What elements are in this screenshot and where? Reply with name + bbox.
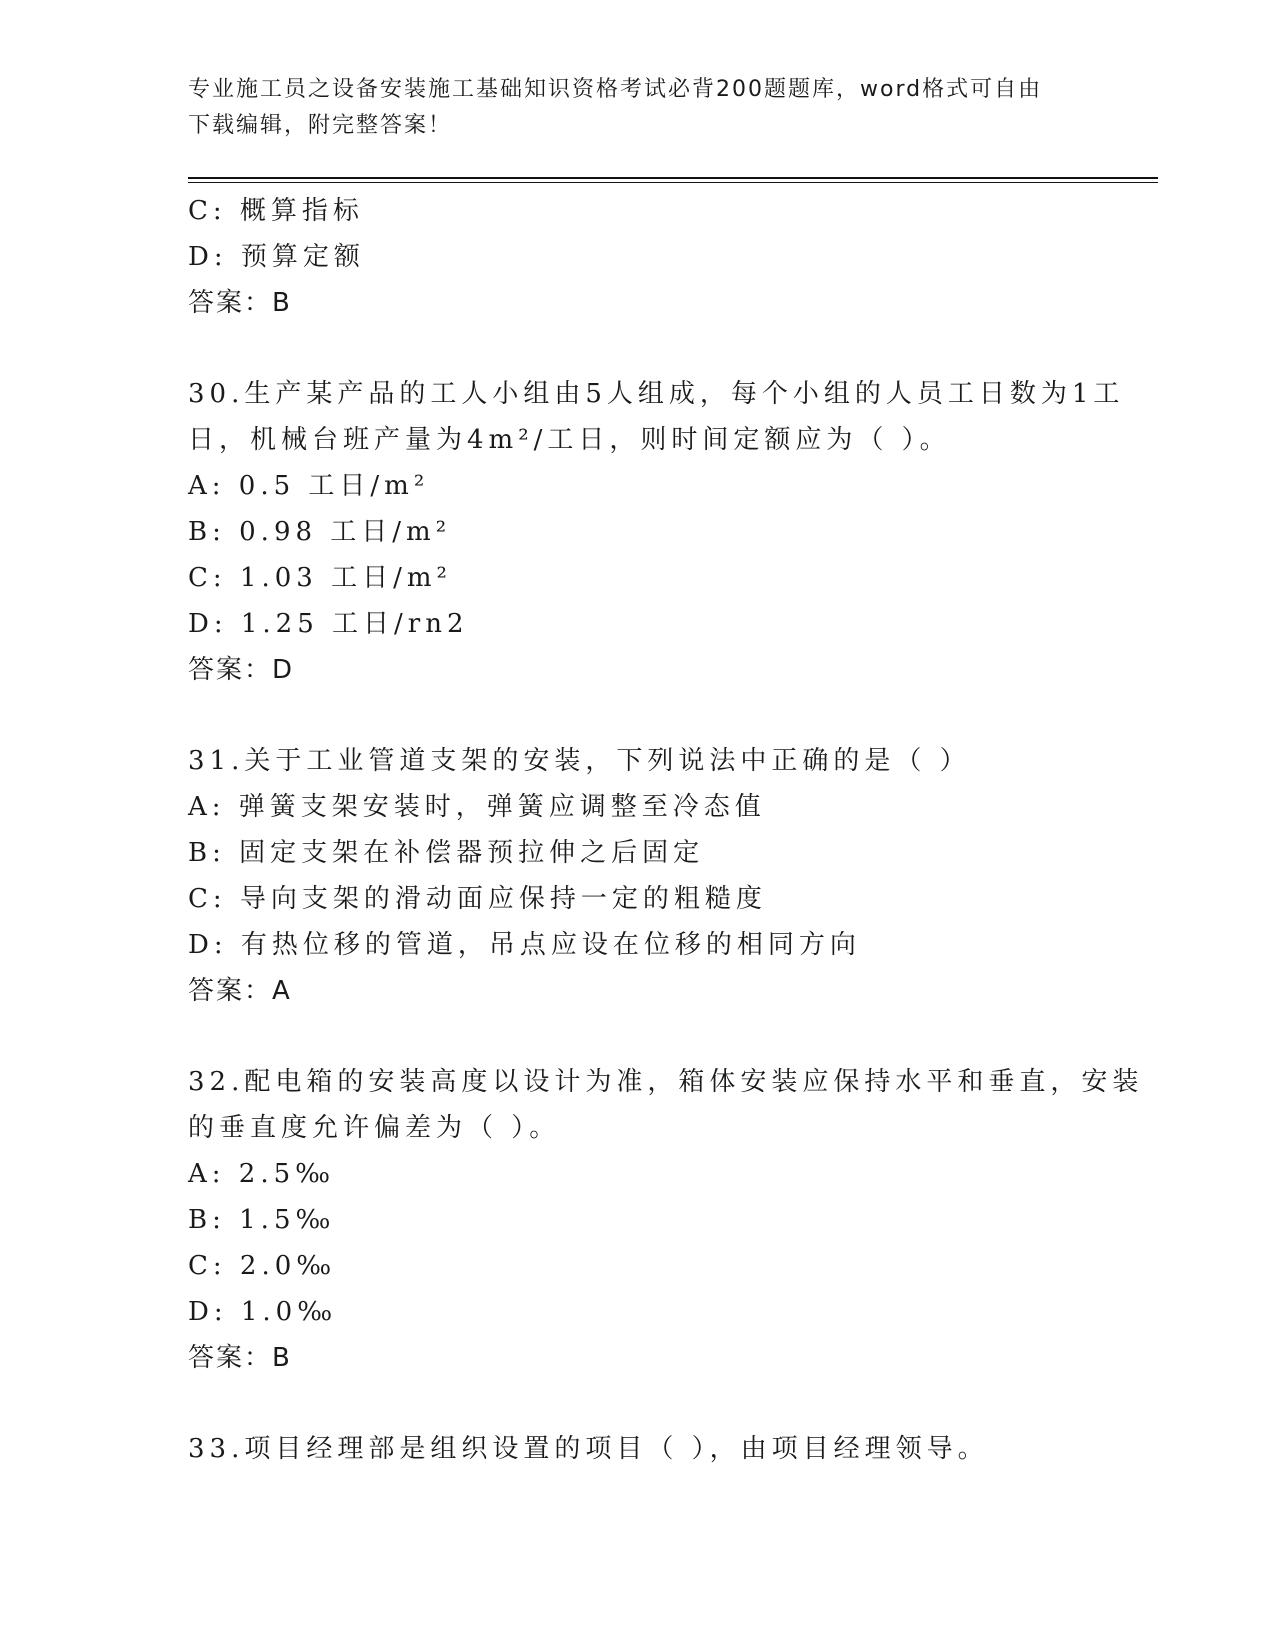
answer: 答案：B <box>188 1343 292 1373</box>
option-a: A: 0.5 工日/m² <box>188 471 430 501</box>
option-d: D: 有热位移的管道，吊点应设在位移的相同方向 <box>188 930 861 960</box>
question-stem-line-2: 的垂直度允许偏差为（ ）。 <box>188 1113 561 1143</box>
option-b: B: 0.98 工日/m² <box>188 517 452 547</box>
question-32 <box>188 1059 1144 1381</box>
option-d: D: 1.25 工日/rn2 <box>188 609 469 639</box>
option-a: A: 2.5‰ <box>188 1159 336 1189</box>
question-gap <box>188 326 1088 371</box>
option-c: C: 概算指标 <box>188 196 364 226</box>
header-rule-thick <box>188 177 1158 179</box>
option-d: D: 1.0‰ <box>188 1297 338 1327</box>
option-c: C: 1.03 工日/m² <box>188 563 452 593</box>
header-rule-thin <box>188 182 1158 183</box>
question-33 <box>188 1426 1088 1472</box>
question-stem-line-2: 日，机械台班产量为4m²/工日，则时间定额应为（ ）。 <box>188 425 951 455</box>
question-stem: 31.关于工业管道支架的安装，下列说法中正确的是（ ） <box>188 746 971 776</box>
question-29 <box>188 188 1088 326</box>
option-a: A: 弹簧支架安装时，弹簧应调整至冷态值 <box>188 792 766 822</box>
question-gap <box>188 693 1088 738</box>
option-b: B: 1.5‰ <box>188 1205 336 1235</box>
header-line-1: 专业施工员之设备安装施工基础知识资格考试必背200题题库，word格式可自由 <box>188 77 1043 102</box>
option-b: B: 固定支架在补偿器预拉伸之后固定 <box>188 838 705 868</box>
question-stem: 33.项目经理部是组织设置的项目（ ），由项目经理领导。 <box>188 1434 989 1464</box>
question-stem-line-1: 30.生产某产品的工人小组由5人组成，每个小组的人员工日数为1工 <box>188 379 1125 409</box>
question-stem-line-1: 32.配电箱的安装高度以设计为准，箱体安装应保持水平和垂直，安装 <box>188 1067 1144 1097</box>
header-line-2: 下载编辑，附完整答案！ <box>188 113 453 138</box>
question-31 <box>188 738 1088 1014</box>
answer: 答案：B <box>188 288 292 318</box>
option-c: C: 导向支架的滑动面应保持一定的粗糙度 <box>188 884 767 914</box>
document-header <box>188 72 1088 144</box>
answer: 答案：A <box>188 976 292 1006</box>
question-30 <box>188 371 1125 693</box>
option-c: C: 2.0‰ <box>188 1251 337 1281</box>
option-d: D: 预算定额 <box>188 242 365 272</box>
question-list <box>188 188 1144 1472</box>
question-gap <box>188 1381 1088 1426</box>
question-gap <box>188 1014 1088 1059</box>
answer: 答案：D <box>188 655 295 685</box>
